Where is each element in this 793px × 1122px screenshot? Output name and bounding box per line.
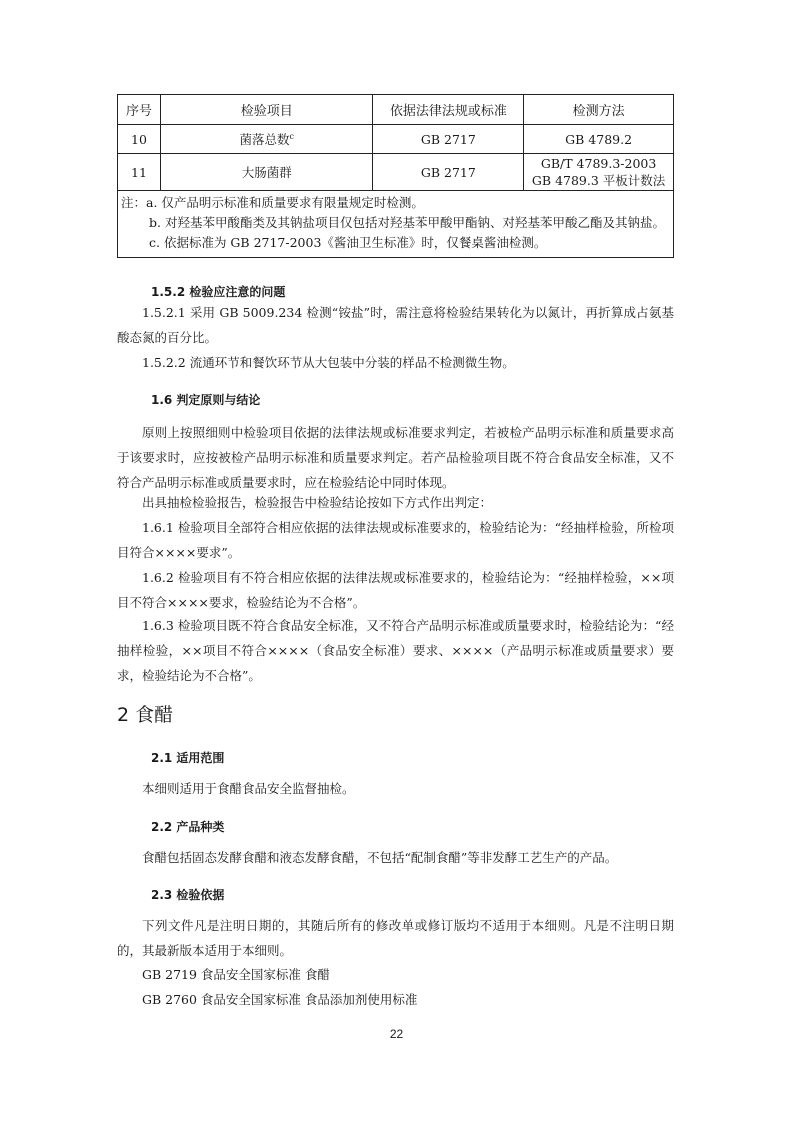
note-b: b. 对羟基苯甲酸酯类及其钠盐项目仅包括对羟基苯甲酸甲酯钠、对羟基苯甲酸乙酯及其钠盐。: [149, 215, 665, 230]
cell-number: 10: [118, 125, 161, 154]
col-header-method: 检测方法: [524, 95, 674, 125]
table-row: [118, 154, 674, 191]
method-line-1: GB/T 4789.3-2003: [540, 156, 657, 171]
note-c: c. 依据标准为 GB 2717-2003《酱油卫生标准》时，仅餐桌酱油检测。: [149, 235, 547, 250]
paragraph-basis-intro: 下列文件凡是注明日期的，其随后所有的修改单或修订版均不适用于本细则。凡是不注明日期的，其最新版本适用于本细则。: [117, 918, 674, 958]
reference-gb-2719: GB 2719 食品安全国家标准 食醋: [142, 967, 330, 982]
paragraph-scope: 本细则适用于食醋食品安全监督抽检。: [142, 781, 355, 796]
paragraph-report-intro: 出具抽检检验报告，检验报告中检验结论按如下方式作出判定：: [142, 495, 493, 510]
cell-method: GB 4789.2: [524, 125, 674, 154]
cell-number: 11: [118, 154, 161, 191]
paragraph-1-6-3: 1.6.3 检验项目既不符合食品安全标准，又不符合产品明示标准或质量要求时，检验结论为：“经抽样检验，××项目不符合××××（食品安全标准）要求、××××（产品明示标准或质量要求）要求，检验结论为不合格”。: [117, 618, 674, 683]
heading-2-2: 2.2 产品种类: [151, 820, 225, 834]
heading-1-6: 1.6 判定原则与结论: [151, 393, 261, 407]
footnote-mark: c: [289, 131, 294, 141]
table-notes: [118, 191, 674, 258]
paragraph-1-6-2: 1.6.2 检验项目有不符合相应依据的法律法规或标准要求的，检验结论为：“经抽样检验，××项目不符合××××要求，检验结论为不合格”。: [117, 570, 674, 610]
paragraph-1-5-2-1: 1.5.2.1 采用 GB 5009.234 检测“铵盐”时，需注意将检验结果转化为以氮计，再折算成占氨基酸态氮的百分比。: [117, 305, 674, 345]
cell-method: [524, 154, 674, 191]
heading-2-3: 2.3 检验依据: [151, 888, 225, 902]
chapter-heading-vinegar: 2 食醋: [117, 704, 174, 726]
paragraph-1-6-1: 1.6.1 检验项目全部符合相应依据的法律法规或标准要求的，检验结论为：“经抽样检验，所检项目符合××××要求”。: [117, 520, 674, 560]
page-number: 22: [389, 1027, 404, 1041]
col-header-number: 序号: [118, 95, 161, 125]
reference-gb-2760: GB 2760 食品安全国家标准 食品添加剂使用标准: [142, 992, 418, 1007]
heading-1-5-2: 1.5.2 检验应注意的问题: [151, 285, 286, 299]
col-header-standard: 依据法律法规或标准: [373, 95, 524, 125]
paragraph-1-5-2-2: 1.5.2.2 流通环节和餐饮环节从大包装中分装的样品不检测微生物。: [142, 355, 515, 370]
table-header-row: [118, 95, 674, 125]
inspection-items-table: [117, 94, 674, 258]
method-line-2: GB 4789.3 平板计数法: [531, 173, 666, 188]
cell-standard: GB 2717: [373, 154, 524, 191]
cell-item: 大肠菌群: [160, 154, 373, 191]
table-row: [118, 125, 674, 154]
col-header-item: 检验项目: [160, 95, 373, 125]
cell-standard: GB 2717: [373, 125, 524, 154]
cell-item: [160, 125, 373, 154]
paragraph-product-types: 食醋包括固态发酵食醋和液态发酵食醋，不包括“配制食醋”等非发酵工艺生产的产品。: [142, 850, 618, 865]
note-a: 注：a. 仅产品明示标准和质量要求有限量规定时检测。: [121, 195, 424, 210]
paragraph-judgement-principle: 原则上按照细则中检验项目依据的法律法规或标准要求判定，若被检产品明示标准和质量要求高于该要求时，应按被检产品明示标准和质量要求判定。若产品检验项目既不符合食品安全标准，又不符合产品明示标准或质量要求时，应在检验结论中同时体现。: [117, 425, 674, 490]
table-notes-row: [118, 191, 674, 258]
item-name: 菌落总数: [239, 132, 290, 147]
heading-2-1: 2.1 适用范围: [151, 751, 225, 765]
